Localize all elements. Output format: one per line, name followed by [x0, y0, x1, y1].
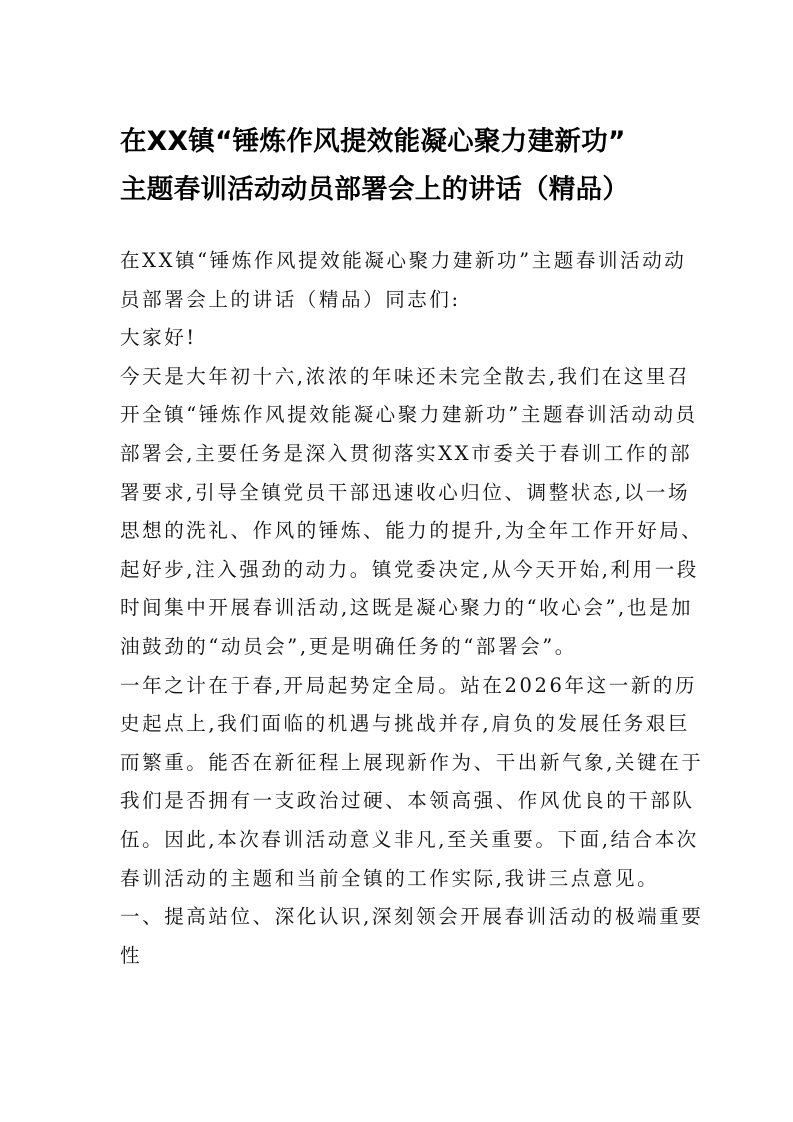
- text-line: 时间集中开展春训活动,这既是凝心聚力的“收心会”,也是加: [120, 596, 694, 620]
- text-line: 起好步,注入强劲的动力。镇党委决定,从今天开始,利用一段: [120, 557, 699, 581]
- document-title: [120, 118, 675, 214]
- text-line: 而繁重。能否在新征程上展现新作为、干出新气象,关键在于: [120, 750, 704, 774]
- text-line: 思想的洗礼、作风的锤炼、能力的提升,为全年工作开好局、: [120, 519, 704, 543]
- title-line-2: 主题春训活动动员部署会上的讲话（精品）: [120, 174, 630, 205]
- paragraph-greeting: [120, 319, 675, 358]
- text-line: 史起点上,我们面临的机遇与挑战并存,肩负的发展任务艰巨: [120, 712, 691, 736]
- text-line: 性: [120, 943, 143, 967]
- text-line: 今天是大年初十六,浓浓的年味还未完全散去,我们在这里召: [120, 364, 691, 388]
- text-line: 我们是否拥有一支政治过硬、本领高强、作风优良的干部队: [120, 789, 695, 813]
- paragraph-opening: [120, 242, 687, 319]
- paragraph-introduction: [120, 358, 704, 667]
- text-line: 开全镇“锤炼作风提效能凝心聚力建新功”主题春训活动动员: [120, 403, 698, 427]
- text-line: 一年之计在于春,开局起势定全局。站在2026年这一新的历: [120, 673, 698, 697]
- title-line-1: 在XX镇“锤炼作风提效能凝心聚力建新功”: [120, 126, 626, 157]
- section-heading-1: [120, 898, 704, 975]
- text-line: 一、提高站位、深化认识,深刻领会开展春训活动的极端重要: [120, 905, 704, 929]
- text-line: 大家好!: [120, 326, 197, 350]
- text-line: 部署会,主要任务是深入贯彻落实XX市委关于春训工作的部: [120, 441, 693, 465]
- text-line: 春训活动的主题和当前全镇的工作实际,我讲三点意见。: [120, 866, 660, 890]
- text-line: 伍。因此,本次春训活动意义非凡,至关重要。下面,结合本次: [120, 827, 699, 851]
- text-line: 署要求,引导全镇党员干部迅速收心归位、调整状态,以一场: [120, 480, 691, 504]
- paragraph-context: [120, 667, 704, 899]
- text-line: 员部署会上的讲话（精品）同志们:: [120, 287, 461, 311]
- document-body: [120, 242, 704, 975]
- text-line: 油鼓劲的“动员会”,更是明确任务的“部署会”。: [120, 634, 577, 658]
- text-line: 在XX镇“锤炼作风提效能凝心聚力建新功”主题春训活动动: [120, 249, 687, 272]
